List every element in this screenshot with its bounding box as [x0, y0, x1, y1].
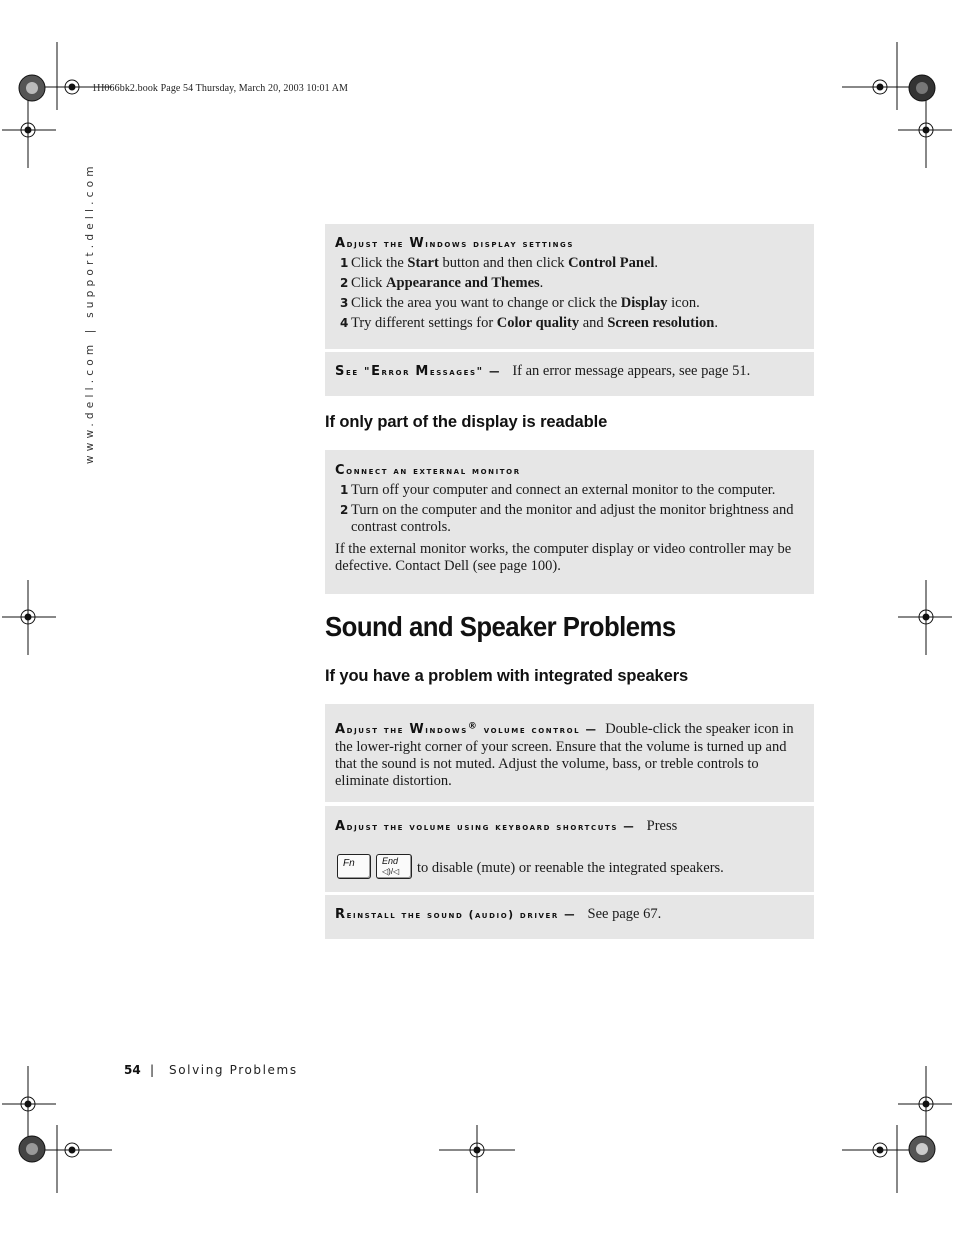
box-title: Reinstall the sound (audio) driver — See page 67. — [335, 906, 662, 922]
box-paragraph: If the external monitor works, the computer display or video controller may be defective. Contact Dell (see page 100). — [335, 541, 792, 574]
step-item: 2 Click Appearance and Themes. — [340, 275, 544, 291]
box-title: See "Error Messages" — If an error message appears, see page 51. — [335, 363, 751, 379]
footer-separator: | — [150, 1063, 155, 1077]
page-number: 54 — [124, 1063, 141, 1077]
step-item: 2 Turn on the computer and the monitor and adjust the monitor brightness and contrast controls. — [340, 502, 794, 535]
box-title: Adjust the Windows® volume control — — [335, 721, 598, 737]
footer-section-title: Solving Problems — [169, 1063, 298, 1077]
step-item: 1 Turn off your computer and connect an external monitor to the computer. — [340, 482, 776, 498]
tip-box-volume-control — [325, 704, 814, 802]
keys-after-text: to disable (mute) or reenable the integrated speakers. — [417, 860, 724, 876]
step-item: 3 Click the area you want to change or click the Display icon. — [340, 295, 700, 311]
side-url: www.dell.com | support.dell.com — [84, 162, 96, 464]
subhead-integrated-speakers: If you have a problem with integrated speakers — [325, 667, 689, 685]
tip-box-error-messages — [325, 352, 814, 396]
box-body: Double-click the speaker icon in the lower-right corner of your screen. Ensure that the volume is turned up and that the sound is not muted. Adjust the volume, bass, or treble controls to eliminate distortion. — [335, 720, 794, 789]
end-mute-key-icon: End ◁)/◁ — [376, 854, 412, 879]
tip-box-external-monitor — [325, 450, 814, 594]
box-content — [335, 718, 804, 790]
subhead-display-readable: If only part of the display is readable — [325, 413, 608, 431]
tip-box-reinstall-driver — [325, 895, 814, 939]
box-body: See page 67. — [587, 906, 662, 922]
box-body: Press — [646, 818, 678, 834]
box-body: If an error message appears, see page 51. — [512, 363, 751, 379]
box-title: Adjust the Windows display settings — [335, 236, 575, 251]
step-item: 1 Click the Start button and then click Control Panel. — [340, 255, 659, 271]
step-item: 4 Try different settings for Color quality and Screen resolution. — [340, 315, 718, 331]
print-info-line: 1H066bk2.book Page 54 Thursday, March 20, 2003 10:01 AM — [92, 83, 349, 94]
box-title: Adjust the volume using keyboard shortcuts — Press — [335, 818, 678, 834]
section-heading: Sound and Speaker Problems — [325, 611, 676, 642]
tip-box-keyboard-shortcuts — [325, 806, 814, 892]
box-title: Connect an external monitor — [335, 463, 521, 478]
fn-key-icon: Fn — [337, 854, 371, 879]
tip-box-display-settings — [325, 224, 814, 349]
